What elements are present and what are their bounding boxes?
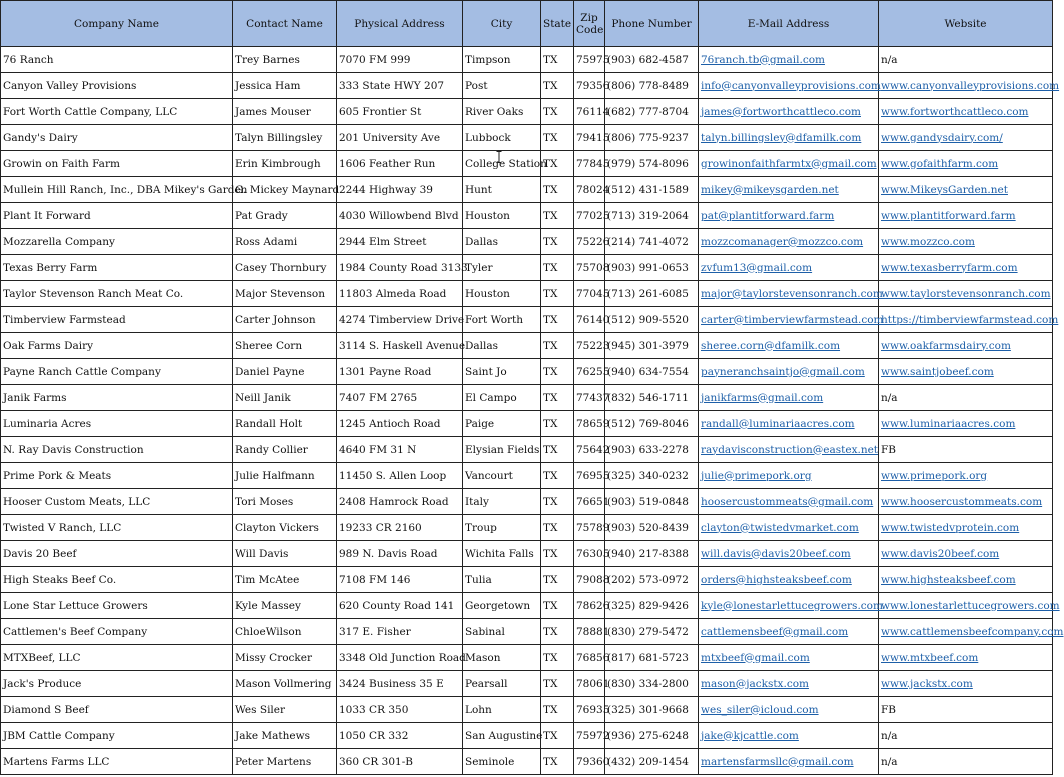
cell-physical-address[interactable]: 11803 Almeda Road: [337, 281, 463, 307]
cell-company-name[interactable]: JBM Cattle Company: [1, 723, 233, 749]
cell-contact-name[interactable]: Jake Mathews: [233, 723, 337, 749]
cell-email-address[interactable]: carter@timberviewfarmstead.com: [699, 307, 879, 333]
cell-city[interactable]: San Augustine: [463, 723, 541, 749]
cell-city[interactable]: Houston: [463, 281, 541, 307]
cell-physical-address[interactable]: 3114 S. Haskell Avenue: [337, 333, 463, 359]
cell-email-address[interactable]: raydavisconstruction@eastex.net: [699, 437, 879, 463]
cell-contact-name[interactable]: Daniel Payne: [233, 359, 337, 385]
cell-zip-code[interactable]: 76651: [574, 489, 605, 515]
table-row: [1, 749, 1053, 775]
cell-contact-name[interactable]: Erin Kimbrough: [233, 151, 337, 177]
cell-phone-number[interactable]: (830) 334-2800: [605, 671, 699, 697]
cell-website[interactable]: www.gandysdairy.com/: [879, 125, 1053, 151]
cell-email-address[interactable]: mason@jackstx.com: [699, 671, 879, 697]
cell-state[interactable]: TX: [541, 47, 574, 73]
text-cursor-icon: [496, 151, 502, 163]
cell-website[interactable]: n/a: [879, 47, 1053, 73]
cell-website[interactable]: www.lonestarlettucegrowers.com: [879, 593, 1053, 619]
table-row: [1, 151, 1053, 177]
cell-email-address[interactable]: talyn.billingsley@dfamilk.com: [699, 125, 879, 151]
cell-website[interactable]: www.canyonvalleyprovisions.com: [879, 73, 1053, 99]
cell-city[interactable]: El Campo: [463, 385, 541, 411]
header-contact-name[interactable]: Contact Name: [233, 1, 337, 47]
cell-city[interactable]: College Station: [463, 151, 541, 177]
cell-state[interactable]: TX: [541, 125, 574, 151]
cell-city[interactable]: Vancourt: [463, 463, 541, 489]
cell-zip-code[interactable]: 77845: [574, 151, 605, 177]
cell-website[interactable]: www.jackstx.com: [879, 671, 1053, 697]
table-row: [1, 593, 1053, 619]
cell-website[interactable]: www.taylorstevensonranch.com: [879, 281, 1053, 307]
cell-physical-address[interactable]: 1606 Feather Run: [337, 151, 463, 177]
cell-website[interactable]: www.mozzco.com: [879, 229, 1053, 255]
cell-contact-name[interactable]: Mason Vollmering: [233, 671, 337, 697]
cell-email-address[interactable]: wes_siler@icloud.com: [699, 697, 879, 723]
cell-state[interactable]: TX: [541, 515, 574, 541]
cell-state[interactable]: TX: [541, 229, 574, 255]
cell-phone-number[interactable]: (817) 681-5723: [605, 645, 699, 671]
cell-city[interactable]: Houston: [463, 203, 541, 229]
cell-city[interactable]: Saint Jo: [463, 359, 541, 385]
cell-city[interactable]: Italy: [463, 489, 541, 515]
cell-physical-address[interactable]: 1033 CR 350: [337, 697, 463, 723]
header-zip-code[interactable]: Zip Code: [574, 1, 605, 47]
cell-website[interactable]: www.davis20beef.com: [879, 541, 1053, 567]
cell-company-name[interactable]: Oak Farms Dairy: [1, 333, 233, 359]
cell-state[interactable]: TX: [541, 307, 574, 333]
header-physical-address[interactable]: Physical Address: [337, 1, 463, 47]
cell-company-name[interactable]: Cattlemen's Beef Company: [1, 619, 233, 645]
cell-zip-code[interactable]: 75972: [574, 723, 605, 749]
cell-phone-number[interactable]: (936) 275-6248: [605, 723, 699, 749]
cell-state[interactable]: TX: [541, 281, 574, 307]
cell-zip-code[interactable]: 77025: [574, 203, 605, 229]
cell-website[interactable]: www.fortworthcattleco.com: [879, 99, 1053, 125]
cell-city[interactable]: Troup: [463, 515, 541, 541]
table-row: [1, 385, 1053, 411]
cell-email-address[interactable]: 76ranch.tb@gmail.com: [699, 47, 879, 73]
cell-physical-address[interactable]: 11450 S. Allen Loop: [337, 463, 463, 489]
table-row: [1, 671, 1053, 697]
cell-city[interactable]: Lohn: [463, 697, 541, 723]
cell-phone-number[interactable]: (202) 573-0972: [605, 567, 699, 593]
cell-physical-address[interactable]: 333 State HWY 207: [337, 73, 463, 99]
cell-city[interactable]: Wichita Falls: [463, 541, 541, 567]
table-row: [1, 489, 1053, 515]
cell-zip-code[interactable]: 75223: [574, 333, 605, 359]
cell-zip-code[interactable]: 78024: [574, 177, 605, 203]
table-row: [1, 645, 1053, 671]
cell-state[interactable]: TX: [541, 255, 574, 281]
cell-city[interactable]: Seminole: [463, 749, 541, 775]
cell-company-name[interactable]: N. Ray Davis Construction: [1, 437, 233, 463]
cell-phone-number[interactable]: (713) 319-2064: [605, 203, 699, 229]
cell-state[interactable]: TX: [541, 73, 574, 99]
cell-company-name[interactable]: Growin on Faith Farm: [1, 151, 233, 177]
cell-company-name[interactable]: Lone Star Lettuce Growers: [1, 593, 233, 619]
cell-physical-address[interactable]: 3424 Business 35 E: [337, 671, 463, 697]
cell-phone-number[interactable]: (903) 991-0653: [605, 255, 699, 281]
header-website[interactable]: Website: [879, 1, 1053, 47]
cell-phone-number[interactable]: (940) 634-7554: [605, 359, 699, 385]
cell-email-address[interactable]: hoosercustommeats@gmail.com: [699, 489, 879, 515]
cell-state[interactable]: TX: [541, 723, 574, 749]
cell-zip-code[interactable]: 78659: [574, 411, 605, 437]
table-row: [1, 73, 1053, 99]
cell-email-address[interactable]: jake@kjcattle.com: [699, 723, 879, 749]
cell-company-name[interactable]: Janik Farms: [1, 385, 233, 411]
cell-contact-name[interactable]: Clayton Vickers: [233, 515, 337, 541]
table-row: [1, 567, 1053, 593]
cell-contact-name[interactable]: Missy Crocker: [233, 645, 337, 671]
cell-zip-code[interactable]: 77045: [574, 281, 605, 307]
cell-state[interactable]: TX: [541, 541, 574, 567]
cell-company-name[interactable]: Twisted V Ranch, LLC: [1, 515, 233, 541]
table-row: [1, 47, 1053, 73]
cell-contact-name[interactable]: Peter Martens: [233, 749, 337, 775]
cell-phone-number[interactable]: (903) 633-2278: [605, 437, 699, 463]
cell-contact-name[interactable]: Tim McAtee: [233, 567, 337, 593]
cell-city[interactable]: Post: [463, 73, 541, 99]
cell-company-name[interactable]: Martens Farms LLC: [1, 749, 233, 775]
table-row: [1, 697, 1053, 723]
cell-physical-address[interactable]: 4640 FM 31 N: [337, 437, 463, 463]
cell-zip-code[interactable]: 79360: [574, 749, 605, 775]
header-state[interactable]: State: [541, 1, 574, 47]
cell-zip-code[interactable]: 76955: [574, 463, 605, 489]
table-row: [1, 281, 1053, 307]
cell-website[interactable]: www.highsteaksbeef.com: [879, 567, 1053, 593]
cell-company-name[interactable]: Mullein Hill Ranch, Inc., DBA Mikey's Garden: [1, 177, 233, 203]
cell-state[interactable]: TX: [541, 151, 574, 177]
cell-physical-address[interactable]: 2944 Elm Street: [337, 229, 463, 255]
cell-zip-code[interactable]: 76114: [574, 99, 605, 125]
cell-email-address[interactable]: payneranchsaintjo@gmail.com: [699, 359, 879, 385]
cell-zip-code[interactable]: 75708: [574, 255, 605, 281]
cell-physical-address[interactable]: 7070 FM 999: [337, 47, 463, 73]
cell-phone-number[interactable]: (806) 778-8489: [605, 73, 699, 99]
cell-company-name[interactable]: MTXBeef, LLC: [1, 645, 233, 671]
cell-zip-code[interactable]: 78061: [574, 671, 605, 697]
cell-contact-name[interactable]: ChloeWilson: [233, 619, 337, 645]
cell-contact-name[interactable]: Wes Siler: [233, 697, 337, 723]
cell-contact-name[interactable]: Will Davis: [233, 541, 337, 567]
cell-contact-name[interactable]: James Mouser: [233, 99, 337, 125]
cell-state[interactable]: TX: [541, 697, 574, 723]
table-row: [1, 541, 1053, 567]
cell-physical-address[interactable]: 2408 Hamrock Road: [337, 489, 463, 515]
cell-phone-number[interactable]: (903) 682-4587: [605, 47, 699, 73]
cell-contact-name[interactable]: Kyle Massey: [233, 593, 337, 619]
cell-state[interactable]: TX: [541, 385, 574, 411]
cell-physical-address[interactable]: 19233 CR 2160: [337, 515, 463, 541]
cell-company-name[interactable]: 76 Ranch: [1, 47, 233, 73]
cell-state[interactable]: TX: [541, 177, 574, 203]
cell-company-name[interactable]: Hooser Custom Meats, LLC: [1, 489, 233, 515]
table-row: [1, 99, 1053, 125]
cell-state[interactable]: TX: [541, 567, 574, 593]
cell-phone-number[interactable]: (512) 909-5520: [605, 307, 699, 333]
cell-physical-address[interactable]: 317 E. Fisher: [337, 619, 463, 645]
cell-contact-name[interactable]: Ross Adami: [233, 229, 337, 255]
cell-zip-code[interactable]: 79088: [574, 567, 605, 593]
cell-company-name[interactable]: Payne Ranch Cattle Company: [1, 359, 233, 385]
cell-city[interactable]: Lubbock: [463, 125, 541, 151]
cell-email-address[interactable]: janikfarms@gmail.com: [699, 385, 879, 411]
cell-phone-number[interactable]: (432) 209-1454: [605, 749, 699, 775]
cell-zip-code[interactable]: 79356: [574, 73, 605, 99]
cell-company-name[interactable]: Texas Berry Farm: [1, 255, 233, 281]
cell-physical-address[interactable]: 7407 FM 2765: [337, 385, 463, 411]
cell-state[interactable]: TX: [541, 619, 574, 645]
cell-contact-name[interactable]: Neill Janik: [233, 385, 337, 411]
cell-state[interactable]: TX: [541, 645, 574, 671]
cell-city[interactable]: Tyler: [463, 255, 541, 281]
cell-website[interactable]: www.luminariaacres.com: [879, 411, 1053, 437]
cell-email-address[interactable]: zvfum13@gmail.com: [699, 255, 879, 281]
cell-website[interactable]: www.MikeysGarden.net: [879, 177, 1053, 203]
cell-phone-number[interactable]: (325) 829-9426: [605, 593, 699, 619]
cell-phone-number[interactable]: (512) 769-8046: [605, 411, 699, 437]
cell-company-name[interactable]: Jack's Produce: [1, 671, 233, 697]
cell-state[interactable]: TX: [541, 463, 574, 489]
cell-city[interactable]: Dallas: [463, 333, 541, 359]
cell-email-address[interactable]: martensfarmsllc@gmail.com: [699, 749, 879, 775]
cell-city[interactable]: Paige: [463, 411, 541, 437]
cell-website[interactable]: https://timberviewfarmstead.com: [879, 307, 1053, 333]
cell-zip-code[interactable]: 78626: [574, 593, 605, 619]
cell-contact-name[interactable]: Major Stevenson: [233, 281, 337, 307]
cell-state[interactable]: TX: [541, 437, 574, 463]
cell-contact-name[interactable]: Tori Moses: [233, 489, 337, 515]
header-phone-number[interactable]: Phone Number: [605, 1, 699, 47]
cell-physical-address[interactable]: 201 University Ave: [337, 125, 463, 151]
cell-physical-address[interactable]: 1245 Antioch Road: [337, 411, 463, 437]
cell-city[interactable]: Fort Worth: [463, 307, 541, 333]
cell-company-name[interactable]: Mozzarella Company: [1, 229, 233, 255]
cell-city[interactable]: Mason: [463, 645, 541, 671]
cell-website[interactable]: www.cattlemensbeefcompany.com: [879, 619, 1053, 645]
cell-physical-address[interactable]: 7108 FM 146: [337, 567, 463, 593]
cell-state[interactable]: TX: [541, 749, 574, 775]
cell-website[interactable]: www.oakfarmsdairy.com: [879, 333, 1053, 359]
table-row: [1, 255, 1053, 281]
cell-physical-address[interactable]: 4030 Willowbend Blvd: [337, 203, 463, 229]
cell-zip-code[interactable]: 76856: [574, 645, 605, 671]
cell-state[interactable]: TX: [541, 489, 574, 515]
cell-email-address[interactable]: sheree.corn@dfamilk.com: [699, 333, 879, 359]
table-row: [1, 177, 1053, 203]
cell-contact-name[interactable]: Randall Holt: [233, 411, 337, 437]
cell-email-address[interactable]: pat@plantitforward.farm: [699, 203, 879, 229]
cell-email-address[interactable]: randall@luminariaacres.com: [699, 411, 879, 437]
cell-zip-code[interactable]: 75642: [574, 437, 605, 463]
cell-phone-number[interactable]: (325) 340-0232: [605, 463, 699, 489]
cell-website[interactable]: www.hoosercustommeats.com: [879, 489, 1053, 515]
cell-zip-code[interactable]: 76140: [574, 307, 605, 333]
cell-physical-address[interactable]: 989 N. Davis Road: [337, 541, 463, 567]
cell-email-address[interactable]: james@fortworthcattleco.com: [699, 99, 879, 125]
cell-company-name[interactable]: Taylor Stevenson Ranch Meat Co.: [1, 281, 233, 307]
cell-phone-number[interactable]: (682) 777-8704: [605, 99, 699, 125]
cell-company-name[interactable]: Luminaria Acres: [1, 411, 233, 437]
cell-company-name[interactable]: Diamond S Beef: [1, 697, 233, 723]
cell-company-name[interactable]: Plant It Forward: [1, 203, 233, 229]
cell-company-name[interactable]: Gandy's Dairy: [1, 125, 233, 151]
table-row: [1, 203, 1053, 229]
cell-phone-number[interactable]: (512) 431-1589: [605, 177, 699, 203]
cell-physical-address[interactable]: 360 CR 301-B: [337, 749, 463, 775]
cell-website[interactable]: FB: [879, 697, 1053, 723]
cell-phone-number[interactable]: (832) 546-1711: [605, 385, 699, 411]
cell-city[interactable]: Georgetown: [463, 593, 541, 619]
table-row: [1, 359, 1053, 385]
cell-phone-number[interactable]: (979) 574-8096: [605, 151, 699, 177]
table-row: [1, 515, 1053, 541]
cell-zip-code[interactable]: 75975: [574, 47, 605, 73]
cell-website[interactable]: www.saintjobeef.com: [879, 359, 1053, 385]
table-row: [1, 619, 1053, 645]
cell-physical-address[interactable]: 605 Frontier St: [337, 99, 463, 125]
table-row: [1, 333, 1053, 359]
cell-state[interactable]: TX: [541, 359, 574, 385]
cell-city[interactable]: Tulia: [463, 567, 541, 593]
cell-state[interactable]: TX: [541, 593, 574, 619]
cell-phone-number[interactable]: (903) 520-8439: [605, 515, 699, 541]
cell-contact-name[interactable]: Julie Halfmann: [233, 463, 337, 489]
cell-website[interactable]: www.plantitforward.farm: [879, 203, 1053, 229]
cell-zip-code[interactable]: 79415: [574, 125, 605, 151]
cell-phone-number[interactable]: (713) 261-6085: [605, 281, 699, 307]
cell-city[interactable]: Hunt: [463, 177, 541, 203]
cell-phone-number[interactable]: (325) 301-9668: [605, 697, 699, 723]
cell-email-address[interactable]: major@taylorstevensonranch.com: [699, 281, 879, 307]
cell-physical-address[interactable]: 3348 Old Junction Road: [337, 645, 463, 671]
table-row: [1, 307, 1053, 333]
table-row: [1, 463, 1053, 489]
cell-email-address[interactable]: will.davis@davis20beef.com: [699, 541, 879, 567]
cell-physical-address[interactable]: 1050 CR 332: [337, 723, 463, 749]
header-city[interactable]: City: [463, 1, 541, 47]
cell-email-address[interactable]: mtxbeef@gmail.com: [699, 645, 879, 671]
cell-physical-address[interactable]: 1984 County Road 3133: [337, 255, 463, 281]
table-body: [1, 47, 1064, 775]
cell-state[interactable]: TX: [541, 671, 574, 697]
cell-website[interactable]: www.twistedvprotein.com: [879, 515, 1053, 541]
cell-email-address[interactable]: mozzcomanager@mozzco.com: [699, 229, 879, 255]
cell-company-name[interactable]: High Steaks Beef Co.: [1, 567, 233, 593]
header-company-name[interactable]: Company Name: [1, 1, 233, 47]
table-row: [1, 723, 1053, 749]
table-row: [1, 437, 1053, 463]
cell-phone-number[interactable]: (940) 217-8388: [605, 541, 699, 567]
cell-company-name[interactable]: Davis 20 Beef: [1, 541, 233, 567]
cell-zip-code[interactable]: 75226: [574, 229, 605, 255]
cell-physical-address[interactable]: 2244 Highway 39: [337, 177, 463, 203]
cell-city[interactable]: Dallas: [463, 229, 541, 255]
cell-zip-code[interactable]: 75789: [574, 515, 605, 541]
cell-company-name[interactable]: Timberview Farmstead: [1, 307, 233, 333]
cell-phone-number[interactable]: (214) 741-4072: [605, 229, 699, 255]
cell-email-address[interactable]: kyle@lonestarlettucegrowers.com: [699, 593, 879, 619]
cell-city[interactable]: Elysian Fields: [463, 437, 541, 463]
cell-email-address[interactable]: growinonfaithfarmtx@gmail.com: [699, 151, 879, 177]
cell-state[interactable]: TX: [541, 99, 574, 125]
cell-state[interactable]: TX: [541, 203, 574, 229]
cell-city[interactable]: Sabinal: [463, 619, 541, 645]
cell-zip-code[interactable]: 76255: [574, 359, 605, 385]
cell-website[interactable]: n/a: [879, 749, 1053, 775]
cell-contact-name[interactable]: Trey Barnes: [233, 47, 337, 73]
cell-city[interactable]: Pearsall: [463, 671, 541, 697]
cell-phone-number[interactable]: (903) 519-0848: [605, 489, 699, 515]
cell-email-address[interactable]: orders@highsteaksbeef.com: [699, 567, 879, 593]
cell-email-address[interactable]: clayton@twistedvmarket.com: [699, 515, 879, 541]
cell-company-name[interactable]: Fort Worth Cattle Company, LLC: [1, 99, 233, 125]
cell-website[interactable]: n/a: [879, 723, 1053, 749]
cell-phone-number[interactable]: (830) 279-5472: [605, 619, 699, 645]
cell-contact-name[interactable]: Talyn Billingsley: [233, 125, 337, 151]
cell-contact-name[interactable]: Sheree Corn: [233, 333, 337, 359]
cell-contact-name[interactable]: Randy Collier: [233, 437, 337, 463]
cell-company-name[interactable]: Canyon Valley Provisions: [1, 73, 233, 99]
cell-contact-name[interactable]: Pat Grady: [233, 203, 337, 229]
cell-website[interactable]: www.mtxbeef.com: [879, 645, 1053, 671]
cell-email-address[interactable]: julie@primepork.org: [699, 463, 879, 489]
cell-website[interactable]: www.gofaithfarm.com: [879, 151, 1053, 177]
header-email-address[interactable]: E-Mail Address: [699, 1, 879, 47]
cell-contact-name[interactable]: Carter Johnson: [233, 307, 337, 333]
table-row: [1, 411, 1053, 437]
cell-zip-code[interactable]: 76935: [574, 697, 605, 723]
cell-city[interactable]: River Oaks: [463, 99, 541, 125]
cell-zip-code[interactable]: 77437: [574, 385, 605, 411]
cell-company-name[interactable]: Prime Pork & Meats: [1, 463, 233, 489]
table-row: [1, 125, 1053, 151]
cell-physical-address[interactable]: 620 County Road 141: [337, 593, 463, 619]
cell-email-address[interactable]: mikey@mikeysgarden.net: [699, 177, 879, 203]
cell-physical-address[interactable]: 1301 Payne Road: [337, 359, 463, 385]
cell-website[interactable]: www.texasberryfarm.com: [879, 255, 1053, 281]
cell-zip-code[interactable]: 78881: [574, 619, 605, 645]
cell-contact-name[interactable]: G. Mickey Maynard: [233, 177, 337, 203]
cell-phone-number[interactable]: (945) 301-3979: [605, 333, 699, 359]
cell-state[interactable]: TX: [541, 411, 574, 437]
cell-website[interactable]: n/a: [879, 385, 1053, 411]
cell-email-address[interactable]: cattlemensbeef@gmail.com: [699, 619, 879, 645]
table-row: [1, 229, 1053, 255]
cell-state[interactable]: TX: [541, 333, 574, 359]
cell-contact-name[interactable]: Casey Thornbury: [233, 255, 337, 281]
cell-contact-name[interactable]: Jessica Ham: [233, 73, 337, 99]
header-row: [1, 1, 1053, 47]
cell-physical-address[interactable]: 4274 Timberview Drive: [337, 307, 463, 333]
cell-phone-number[interactable]: (806) 775-9237: [605, 125, 699, 151]
cell-website[interactable]: FB: [879, 437, 1053, 463]
cell-city[interactable]: Timpson: [463, 47, 541, 73]
cell-website[interactable]: www.primepork.org: [879, 463, 1053, 489]
cell-zip-code[interactable]: 76305: [574, 541, 605, 567]
cell-email-address[interactable]: info@canyonvalleyprovisions.com: [699, 73, 879, 99]
